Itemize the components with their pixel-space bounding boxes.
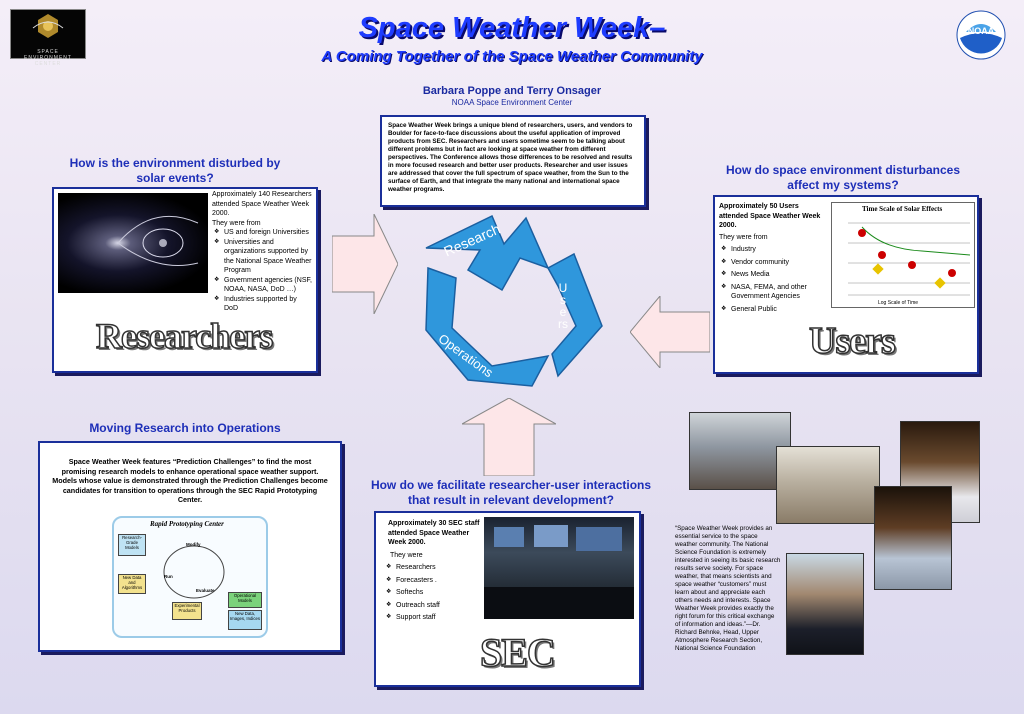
cycle-label-operations: Operations — [435, 330, 496, 381]
sec-text — [388, 519, 486, 623]
list-item: ❖ Universities and organizations supported by the National Space Weather Program — [224, 238, 312, 276]
list-item: ❖ General Public — [731, 305, 823, 315]
users-lead: Approximately 50 Users attended Space Weather Week 2000. — [719, 203, 821, 229]
poster-title: Space Weather Week– — [358, 12, 666, 44]
researchers-list — [212, 228, 312, 314]
diagram-box: Experimental Products — [172, 602, 202, 620]
users-text — [719, 202, 823, 314]
noaa-logo-text: NOAA — [967, 26, 995, 36]
list-item: ❖ Outreach staff — [396, 601, 486, 611]
crowd-photo-2 — [776, 446, 880, 524]
users-heading: How do space environment disturbances affect my systems? — [725, 163, 961, 192]
sec-panel — [374, 511, 641, 687]
portrait-photo-2 — [874, 486, 952, 590]
intro-text: Space Weather Week brings a unique blend of researchers, users, and vendors to Boulder for face-to-face discussions about the useful application of improved products from SEC. Researchers and users sometime seem to be talking about different problems but in fact are looking at space weather from different perspectives. The Conference allows those differences to be resolved and results in more focused research and better user products. Researcher and user issues are addressed that cover the full spectrum of space weather, from the Sun to the surface of Earth, and that integrate the many national and international space weather programs. — [388, 122, 633, 193]
list-item: ❖ NASA, FEMA, and other Government Agencies — [731, 283, 823, 302]
diagram-box: New Data, Images, Indices — [228, 610, 262, 630]
authors: Barbara Poppe and Terry Onsager — [422, 85, 602, 97]
chart-title: Time Scale of Solar Effects — [862, 205, 943, 213]
arrow-from-users — [630, 296, 710, 368]
cycle-diagram — [408, 208, 616, 400]
quote-text: “Space Weather Week provides an essential service to the space weather community. The National Science Foundation is extremely interested in seeing its basic research results serve society. For space weather, that means scientists and space weather “customers” must learn about and appreciate each others needs and interests. Space Weather Week provides exactly the right forum for this critical exchange of information and ideas.”—Dr. Richard Behnke, Head, Upper Atmosphere Research Section, National Science Foundation — [675, 525, 781, 652]
researchers-lead: Approximately 140 Researchers attended Space Weather Week 2000. — [212, 191, 312, 217]
diagram-step: Evaluate — [196, 588, 215, 593]
intro-panel — [380, 115, 646, 207]
diagram-title: Rapid Prototyping Center — [150, 520, 224, 528]
diagram-step: Modify — [186, 542, 201, 547]
list-item: ❖ Industry — [731, 245, 823, 255]
list-item: ❖ News Media — [731, 270, 823, 280]
list-item: ❖ Government agencies (NSF, NOAA, NASA, DoD …) — [224, 276, 312, 295]
list-item: ❖ Forecasters . — [396, 576, 486, 586]
users-list — [719, 245, 823, 314]
sec-logo-text: SPACE ENVIRONMENT CENTER — [24, 49, 72, 67]
arrow-from-researchers — [332, 214, 398, 314]
sec-logo-icon — [11, 10, 85, 44]
time-scale-chart — [831, 202, 975, 308]
cycle-label-users: Users — [558, 281, 568, 331]
affiliation: NOAA Space Environment Center — [451, 98, 573, 107]
sec-list — [388, 563, 486, 623]
solar-disturbance-image — [58, 193, 208, 293]
researchers-sub: They were from — [212, 219, 261, 227]
sec-sub: They were — [390, 551, 423, 559]
users-sub: They were from — [719, 233, 768, 241]
time-scale-plot — [832, 203, 974, 307]
portrait-photo-3 — [786, 553, 864, 655]
noaa-logo — [956, 10, 1006, 60]
diagram-step: Run — [164, 574, 173, 579]
rapid-prototyping-diagram — [112, 516, 268, 638]
diagram-box: Research-Grade Models — [118, 534, 146, 556]
researchers-heading: How is the environment disturbed by solar events? — [69, 156, 281, 185]
sec-logo — [10, 9, 86, 67]
users-panel — [713, 195, 979, 374]
cycle-label-research: Research — [441, 220, 503, 260]
list-item: ❖ US and foreign Universities — [224, 228, 312, 238]
chart-xlabel: Log Scale of Time — [878, 300, 919, 306]
poster-subtitle: A Coming Together of the Space Weather Community — [321, 48, 703, 65]
users-stamp: Users — [809, 320, 895, 362]
diagram-box: New Data and Algorithms — [118, 574, 146, 594]
moving-panel — [38, 441, 342, 652]
moving-heading: Moving Research into Operations — [89, 421, 281, 435]
sec-stamp: SEC — [480, 630, 555, 675]
diagram-box: Operational Models — [228, 592, 262, 608]
researchers-panel — [52, 187, 318, 373]
moving-text: Space Weather Week features “Prediction Challenges” to find the most promising research models to enhance operational space weather support. Models whose value is demonstrated through the Prediction Challenges become candidates for transition to operations through the SEC Rapid Prototyping Center. — [52, 457, 328, 505]
list-item: ❖ Researchers — [396, 563, 486, 573]
researchers-text — [212, 190, 312, 314]
sec-lead: Approximately 30 SEC staff attended Space Weather Week 2000. — [388, 520, 480, 546]
arrow-from-sec — [462, 398, 556, 476]
list-item: ❖ Support staff — [396, 613, 486, 623]
researchers-stamp: Researchers — [96, 316, 273, 356]
list-item: ❖ Industries supported by DoD — [224, 295, 312, 314]
list-item: ❖ Softechs — [396, 588, 486, 598]
sec-heading: How do we facilitate researcher-user interactions that result in relevant development? — [370, 478, 652, 507]
list-item: ❖ Vendor community — [731, 258, 823, 268]
sec-operations-photo — [484, 517, 634, 619]
